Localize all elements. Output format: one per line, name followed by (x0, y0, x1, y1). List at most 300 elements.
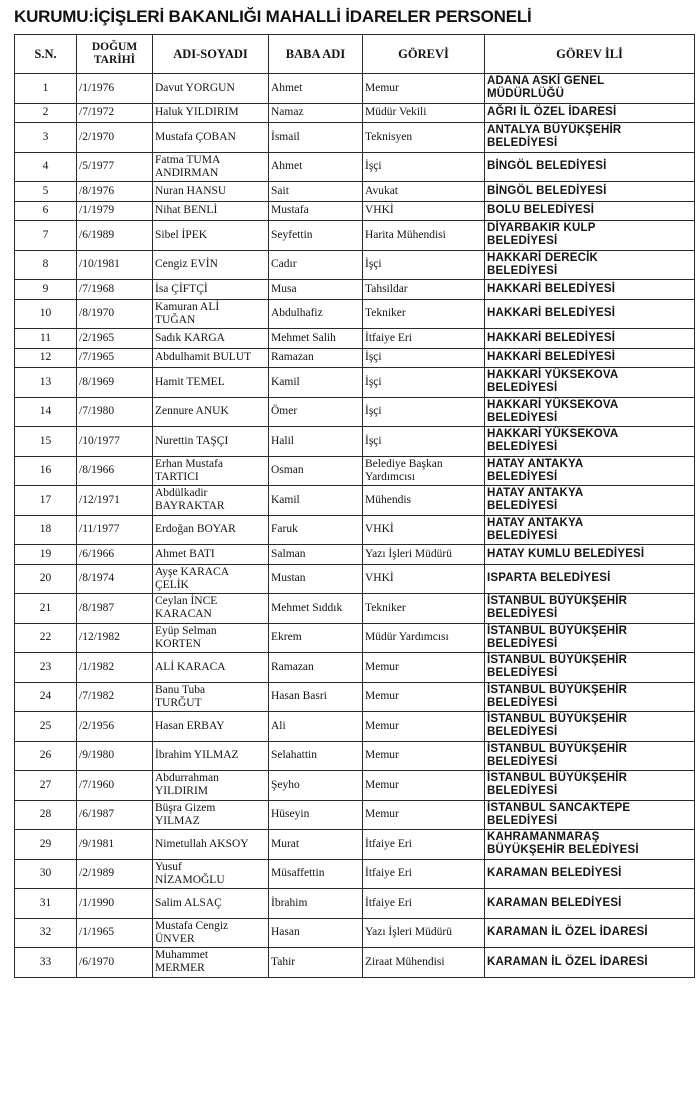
cell-adi-soyadi (153, 889, 269, 919)
cell-baba-adi (269, 348, 363, 368)
cell-baba-adi-text: Hüseyin (271, 808, 310, 821)
cell-dogum-tarihi (77, 859, 153, 889)
cell-sn-text: 25 (39, 719, 52, 732)
cell-baba-adi-text: Namaz (271, 106, 304, 119)
cell-gorev-ili-text: BELEDİYESİ (487, 235, 558, 248)
cell-gorev-ili (485, 623, 695, 653)
cell-sn-text: 22 (39, 631, 52, 644)
cell-baba-adi (269, 201, 363, 221)
cell-gorevi (363, 712, 485, 742)
cell-sn (15, 859, 77, 889)
cell-gorevi (363, 948, 485, 978)
cell-adi-soyadi (153, 74, 269, 104)
cell-sn-text: 17 (39, 493, 52, 506)
cell-gorevi-text: VHKİ (365, 572, 394, 585)
cell-gorev-ili-text: BELEDİYESİ (487, 264, 558, 277)
cell-dogum-tarihi-text: /8/1976 (79, 184, 115, 197)
cell-dogum-tarihi (77, 201, 153, 221)
cell-gorev-ili-text: KARAMAN BELEDİYESİ (487, 867, 622, 880)
cell-gorevi (363, 221, 485, 251)
cell-sn-text: 9 (42, 282, 49, 295)
cell-baba-adi-text: Abdulhafiz (271, 307, 323, 320)
table-row (15, 368, 695, 398)
cell-gorev-ili (485, 594, 695, 624)
cell-gorevi-text: İtfaiye Eri (365, 867, 412, 880)
cell-baba-adi-text: İbrahim (271, 896, 308, 909)
header-gorev-ili: GÖREV İLİ (485, 35, 695, 74)
cell-baba-adi (269, 889, 363, 919)
cell-adi-soyadi-text: Erdoğan BOYAR (155, 523, 236, 536)
cell-sn-text: 2 (42, 106, 49, 119)
header-adi-soyadi: ADI-SOYADI (153, 35, 269, 74)
cell-gorevi (363, 427, 485, 457)
cell-baba-adi (269, 564, 363, 594)
cell-sn-text: 10 (39, 307, 52, 320)
cell-baba-adi-text: Tahir (271, 955, 296, 968)
table-row (15, 918, 695, 948)
cell-gorevi (363, 152, 485, 182)
cell-baba-adi-text: Mustan (271, 572, 306, 585)
cell-adi-soyadi (153, 397, 269, 427)
cell-gorev-ili-text: HATAY ANTAKYA (487, 457, 584, 470)
cell-baba-adi-text: Selahattin (271, 749, 317, 762)
cell-dogum-tarihi-text: /2/1956 (79, 719, 115, 732)
cell-gorev-ili-text: KAHRAMANMARAŞ (487, 831, 600, 844)
cell-adi-soyadi (153, 859, 269, 889)
cell-gorevi (363, 859, 485, 889)
cell-gorev-ili-text: HAKKARİ DERECİK (487, 251, 598, 264)
table-row (15, 250, 695, 280)
cell-adi-soyadi-text: Ahmet BATI (155, 547, 215, 560)
cell-dogum-tarihi (77, 221, 153, 251)
table-row (15, 594, 695, 624)
cell-gorevi (363, 486, 485, 516)
cell-sn (15, 329, 77, 349)
cell-dogum-tarihi (77, 348, 153, 368)
cell-sn (15, 682, 77, 712)
cell-gorev-ili (485, 564, 695, 594)
cell-gorevi (363, 368, 485, 398)
table-row (15, 486, 695, 516)
cell-dogum-tarihi-text: /5/1977 (79, 160, 115, 173)
cell-dogum-tarihi-text: /6/1966 (79, 547, 115, 560)
cell-sn-text: 27 (39, 778, 52, 791)
table-row (15, 299, 695, 329)
cell-dogum-tarihi-text: /8/1987 (79, 601, 115, 614)
cell-baba-adi (269, 456, 363, 486)
cell-dogum-tarihi (77, 800, 153, 830)
cell-gorev-ili (485, 712, 695, 742)
cell-gorevi-text: İşçi (365, 375, 382, 388)
cell-sn (15, 348, 77, 368)
cell-gorevi (363, 348, 485, 368)
cell-gorevi-text: İşçi (365, 160, 382, 173)
cell-gorev-ili-text: HAKKARİ YÜKSEKOVA (487, 398, 619, 411)
cell-gorevi (363, 299, 485, 329)
table-row (15, 280, 695, 300)
table-row (15, 741, 695, 771)
cell-dogum-tarihi-text: /7/1960 (79, 778, 115, 791)
cell-gorev-ili-text: BELEDİYESİ (487, 726, 558, 739)
cell-gorev-ili-text: BELEDİYESİ (487, 529, 558, 542)
cell-gorevi (363, 918, 485, 948)
cell-sn (15, 221, 77, 251)
cell-adi-soyadi (153, 123, 269, 153)
cell-baba-adi-text: Mehmet Salih (271, 331, 336, 344)
cell-baba-adi (269, 682, 363, 712)
cell-gorev-ili (485, 545, 695, 565)
cell-adi-soyadi-text: Ceylan İNCE (155, 595, 218, 608)
cell-adi-soyadi-text: TARTICI (155, 470, 199, 483)
cell-gorevi-text: İşçi (365, 434, 382, 447)
table-row (15, 545, 695, 565)
cell-gorev-ili-text: BÜYÜKŞEHİR BELEDİYESİ (487, 844, 639, 857)
cell-baba-adi (269, 486, 363, 516)
table-row (15, 103, 695, 123)
cell-baba-adi-text: Ahmet (271, 81, 303, 94)
cell-gorevi-text: Müdür Vekili (365, 106, 427, 119)
cell-adi-soyadi (153, 594, 269, 624)
cell-gorevi-text: VHKİ (365, 204, 394, 217)
cell-gorev-ili-text: İSTANBUL BÜYÜKŞEHİR (487, 683, 628, 696)
cell-dogum-tarihi (77, 368, 153, 398)
cell-sn-text: 7 (42, 228, 49, 241)
table-row (15, 889, 695, 919)
cell-adi-soyadi (153, 918, 269, 948)
table-row (15, 221, 695, 251)
cell-gorev-ili-text: BELEDİYESİ (487, 470, 558, 483)
cell-gorev-ili (485, 368, 695, 398)
table-row (15, 123, 695, 153)
cell-adi-soyadi-text: Mustafa ÇOBAN (155, 130, 236, 143)
cell-dogum-tarihi (77, 397, 153, 427)
cell-gorevi (363, 623, 485, 653)
cell-adi-soyadi-text: İbrahim YILMAZ (155, 749, 239, 762)
cell-adi-soyadi-text: TURĞUT (155, 696, 202, 709)
cell-dogum-tarihi (77, 948, 153, 978)
cell-gorev-ili-text: BELEDİYESİ (487, 608, 558, 621)
cell-sn-text: 1 (42, 81, 49, 94)
cell-gorev-ili-text: BİNGÖL BELEDİYESİ (487, 184, 607, 197)
cell-gorevi (363, 250, 485, 280)
cell-dogum-tarihi (77, 594, 153, 624)
cell-gorev-ili-text: HAKKARİ YÜKSEKOVA (487, 428, 619, 441)
cell-dogum-tarihi (77, 623, 153, 653)
cell-sn-text: 14 (39, 405, 52, 418)
cell-gorev-ili (485, 889, 695, 919)
cell-gorevi (363, 594, 485, 624)
cell-dogum-tarihi-text: /7/1972 (79, 106, 115, 119)
cell-gorevi (363, 329, 485, 349)
cell-gorev-ili-text: HAKKARİ BELEDİYESİ (487, 331, 616, 344)
cell-dogum-tarihi (77, 280, 153, 300)
cell-dogum-tarihi-text: /7/1965 (79, 351, 115, 364)
cell-sn-text: 21 (39, 601, 52, 614)
cell-dogum-tarihi (77, 653, 153, 683)
cell-dogum-tarihi-text: /7/1980 (79, 405, 115, 418)
cell-sn-text: 18 (39, 523, 52, 536)
cell-gorev-ili (485, 741, 695, 771)
cell-gorevi-text: Yardımcısı (365, 470, 415, 483)
cell-adi-soyadi-text: ÇELİK (155, 578, 189, 591)
cell-adi-soyadi (153, 201, 269, 221)
table-row (15, 830, 695, 860)
cell-gorevi (363, 653, 485, 683)
cell-adi-soyadi (153, 800, 269, 830)
cell-dogum-tarihi (77, 830, 153, 860)
cell-sn-text: 16 (39, 464, 52, 477)
cell-gorevi (363, 830, 485, 860)
cell-adi-soyadi-text: MERMER (155, 962, 205, 975)
cell-dogum-tarihi-text: /12/1971 (79, 493, 120, 506)
cell-dogum-tarihi (77, 564, 153, 594)
cell-baba-adi (269, 515, 363, 545)
table-row (15, 712, 695, 742)
cell-sn (15, 250, 77, 280)
cell-adi-soyadi-text: Muhammet (155, 949, 209, 962)
cell-dogum-tarihi-text: /8/1970 (79, 307, 115, 320)
cell-gorevi (363, 123, 485, 153)
cell-dogum-tarihi-text: /10/1977 (79, 434, 120, 447)
cell-sn-text: 15 (39, 434, 52, 447)
cell-dogum-tarihi (77, 682, 153, 712)
cell-baba-adi-text: İsmail (271, 130, 300, 143)
cell-adi-soyadi-text: Hamit TEMEL (155, 375, 225, 388)
cell-gorevi-text: Memur (365, 778, 399, 791)
cell-gorev-ili-text: HATAY ANTAKYA (487, 487, 584, 500)
cell-baba-adi (269, 368, 363, 398)
cell-dogum-tarihi-text: /6/1989 (79, 228, 115, 241)
table-row (15, 653, 695, 683)
cell-gorev-ili-text: DİYARBAKIR KULP (487, 222, 596, 235)
cell-sn (15, 456, 77, 486)
cell-gorev-ili-text: HATAY ANTAKYA (487, 516, 584, 529)
cell-adi-soyadi-text: Kamuran ALİ (155, 300, 220, 313)
cell-dogum-tarihi-text: /1/1965 (79, 926, 115, 939)
cell-sn (15, 948, 77, 978)
cell-gorev-ili-text: HAKKARİ YÜKSEKOVA (487, 369, 619, 382)
header-dogum-line1: DOĞUM (91, 41, 138, 53)
cell-sn (15, 397, 77, 427)
cell-dogum-tarihi-text: /2/1989 (79, 867, 115, 880)
cell-baba-adi (269, 712, 363, 742)
cell-gorev-ili (485, 653, 695, 683)
cell-baba-adi (269, 123, 363, 153)
cell-dogum-tarihi-text: /11/1977 (79, 523, 120, 536)
cell-adi-soyadi (153, 221, 269, 251)
cell-adi-soyadi-text: YILDIRIM (155, 785, 209, 798)
table-row (15, 201, 695, 221)
cell-gorev-ili (485, 280, 695, 300)
table-row (15, 182, 695, 202)
cell-gorev-ili (485, 201, 695, 221)
cell-gorev-ili-text: BELEDİYESİ (487, 785, 558, 798)
cell-baba-adi (269, 103, 363, 123)
cell-gorev-ili-text: BELEDİYESİ (487, 814, 558, 827)
cell-sn (15, 299, 77, 329)
cell-gorev-ili-text: HATAY KUMLU BELEDİYESİ (487, 547, 645, 560)
cell-baba-adi-text: Salman (271, 547, 306, 560)
cell-gorev-ili (485, 299, 695, 329)
header-gorevi: GÖREVİ (363, 35, 485, 74)
cell-gorevi (363, 545, 485, 565)
cell-baba-adi (269, 74, 363, 104)
cell-adi-soyadi-text: Cengiz EVİN (155, 258, 218, 271)
cell-sn (15, 280, 77, 300)
cell-sn (15, 152, 77, 182)
cell-gorev-ili (485, 329, 695, 349)
cell-sn (15, 653, 77, 683)
cell-sn-text: 3 (42, 130, 49, 143)
cell-adi-soyadi (153, 564, 269, 594)
cell-baba-adi (269, 623, 363, 653)
cell-gorev-ili-text: BELEDİYESİ (487, 755, 558, 768)
table-row (15, 427, 695, 457)
cell-adi-soyadi-text: Zennure ANUK (155, 405, 229, 418)
cell-adi-soyadi (153, 712, 269, 742)
cell-adi-soyadi (153, 368, 269, 398)
cell-dogum-tarihi (77, 771, 153, 801)
cell-sn-text: 26 (39, 749, 52, 762)
cell-sn-text: 30 (39, 867, 52, 880)
cell-baba-adi-text: Musa (271, 282, 297, 295)
cell-dogum-tarihi-text: /1/1976 (79, 81, 115, 94)
cell-sn (15, 201, 77, 221)
cell-sn (15, 712, 77, 742)
cell-gorevi (363, 456, 485, 486)
cell-gorevi (363, 182, 485, 202)
cell-dogum-tarihi-text: /2/1965 (79, 331, 115, 344)
cell-baba-adi (269, 741, 363, 771)
cell-gorevi-text: Belediye Başkan (365, 457, 443, 470)
cell-gorev-ili-text: İSTANBUL BÜYÜKŞEHİR (487, 654, 628, 667)
cell-baba-adi-text: Halil (271, 434, 294, 447)
cell-gorevi (363, 103, 485, 123)
cell-dogum-tarihi (77, 74, 153, 104)
cell-gorevi-text: İtfaiye Eri (365, 331, 412, 344)
cell-adi-soyadi (153, 653, 269, 683)
cell-adi-soyadi-text: Banu Tuba (155, 683, 206, 696)
cell-baba-adi-text: Mustafa (271, 204, 309, 217)
cell-dogum-tarihi-text: /8/1974 (79, 572, 115, 585)
cell-adi-soyadi-text: Hasan ERBAY (155, 719, 225, 732)
cell-sn (15, 594, 77, 624)
cell-adi-soyadi (153, 486, 269, 516)
cell-baba-adi (269, 948, 363, 978)
cell-sn-text: 8 (42, 258, 49, 271)
cell-dogum-tarihi-text: /9/1980 (79, 749, 115, 762)
cell-gorev-ili (485, 515, 695, 545)
cell-baba-adi (269, 859, 363, 889)
cell-dogum-tarihi (77, 712, 153, 742)
table-row (15, 564, 695, 594)
page-title: KURUMU:İÇİŞLERİ BAKANLIĞI MAHALLİ İDARELER PERSONELİ (14, 7, 532, 26)
cell-gorevi (363, 771, 485, 801)
cell-dogum-tarihi (77, 456, 153, 486)
cell-dogum-tarihi (77, 182, 153, 202)
cell-dogum-tarihi-text: /1/1982 (79, 660, 115, 673)
cell-adi-soyadi-text: Abdurrahman (155, 772, 219, 785)
cell-gorev-ili-text: HAKKARİ BELEDİYESİ (487, 282, 616, 295)
cell-adi-soyadi-text: NİZAMOĞLU (155, 873, 225, 886)
cell-dogum-tarihi-text: /10/1981 (79, 258, 120, 271)
cell-gorev-ili-text: BELEDİYESİ (487, 441, 558, 454)
cell-gorev-ili (485, 250, 695, 280)
cell-baba-adi (269, 653, 363, 683)
cell-baba-adi-text: Ömer (271, 405, 298, 418)
cell-sn-text: 19 (39, 547, 52, 560)
cell-sn-text: 24 (39, 690, 52, 703)
header-row (15, 35, 695, 74)
cell-adi-soyadi-text: Büşra Gizem (155, 801, 216, 814)
table-row (15, 329, 695, 349)
cell-sn (15, 830, 77, 860)
cell-gorev-ili (485, 771, 695, 801)
cell-sn-text: 33 (39, 955, 52, 968)
cell-sn (15, 123, 77, 153)
cell-gorevi-text: Ziraat Mühendisi (365, 955, 445, 968)
cell-gorevi-text: İşçi (365, 258, 382, 271)
cell-baba-adi (269, 329, 363, 349)
cell-adi-soyadi (153, 250, 269, 280)
cell-dogum-tarihi-text: /2/1970 (79, 130, 115, 143)
cell-adi-soyadi (153, 103, 269, 123)
cell-dogum-tarihi (77, 123, 153, 153)
cell-gorevi (363, 397, 485, 427)
cell-gorev-ili (485, 427, 695, 457)
header-dogum-tarihi (77, 35, 153, 74)
cell-sn (15, 800, 77, 830)
cell-sn (15, 486, 77, 516)
cell-baba-adi (269, 152, 363, 182)
cell-adi-soyadi-text: Haluk YILDIRIM (155, 106, 239, 119)
cell-gorevi-text: Mühendis (365, 493, 411, 506)
cell-sn (15, 515, 77, 545)
cell-gorev-ili-text: İSTANBUL BÜYÜKŞEHİR (487, 772, 628, 785)
cell-sn (15, 771, 77, 801)
cell-adi-soyadi (153, 682, 269, 712)
table-row (15, 859, 695, 889)
cell-gorevi-text: Avukat (365, 184, 399, 197)
cell-baba-adi (269, 545, 363, 565)
cell-gorev-ili (485, 152, 695, 182)
cell-baba-adi (269, 280, 363, 300)
cell-adi-soyadi (153, 348, 269, 368)
cell-gorev-ili (485, 397, 695, 427)
cell-dogum-tarihi (77, 741, 153, 771)
cell-sn-text: 20 (39, 572, 52, 585)
cell-adi-soyadi-text: Nurettin TAŞÇI (155, 434, 229, 447)
cell-adi-soyadi-text: İsa ÇİFTÇİ (155, 282, 208, 295)
cell-gorevi-text: Memur (365, 749, 399, 762)
cell-baba-adi-text: Mehmet Sıddık (271, 601, 343, 614)
cell-sn (15, 564, 77, 594)
cell-gorev-ili-text: İSTANBUL BÜYÜKŞEHİR (487, 742, 628, 755)
cell-gorevi (363, 515, 485, 545)
cell-baba-adi (269, 771, 363, 801)
cell-gorevi-text: Tahsildar (365, 282, 408, 295)
cell-dogum-tarihi-text: /6/1987 (79, 808, 115, 821)
table-row (15, 515, 695, 545)
cell-adi-soyadi-text: ANDIRMAN (155, 166, 219, 179)
cell-sn-text: 28 (39, 808, 52, 821)
cell-gorev-ili (485, 221, 695, 251)
cell-baba-adi-text: Hasan Basri (271, 690, 327, 703)
cell-sn (15, 889, 77, 919)
cell-gorev-ili (485, 859, 695, 889)
table-row (15, 800, 695, 830)
cell-dogum-tarihi-text: /7/1968 (79, 282, 115, 295)
